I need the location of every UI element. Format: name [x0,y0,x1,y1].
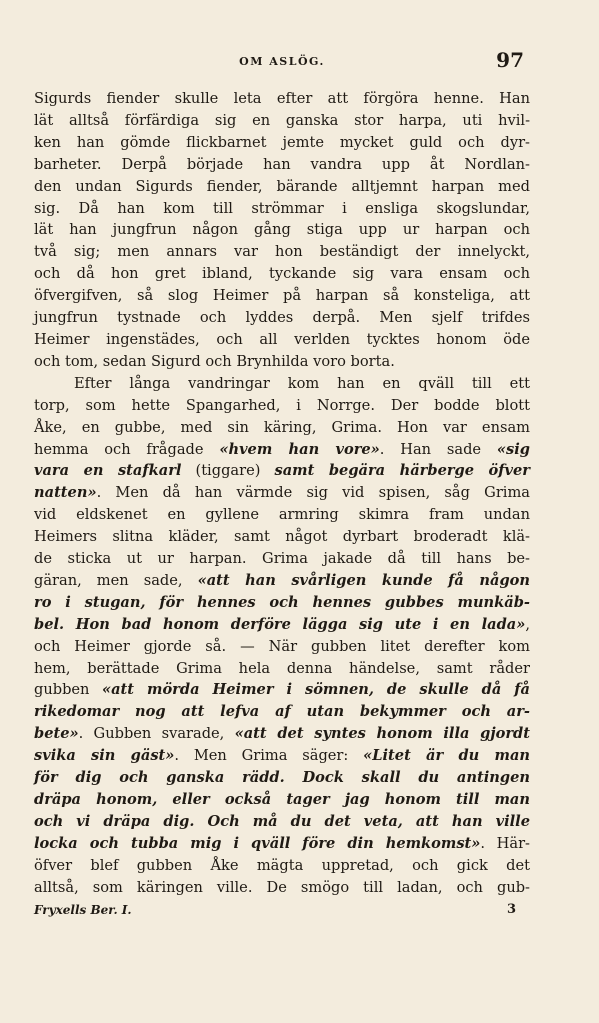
text-run: jungfrun tystnade och lyddes derpå. Men sjelf trifdes [34,309,530,327]
text-run: . Här- [480,834,530,852]
text-line [34,198,530,220]
text-run: torp, som hette Spangarhed, i Norrge. Der bodde blott [34,396,530,414]
emphasized-text: vara en stafkarl [34,462,182,480]
text-run: Heimers slitna kläder, samt något dyrbart broderadt klä- [34,528,530,546]
text-run: Heimer ingenstädes, och all verlden tycktes honom öde [34,330,530,348]
signature-mark: 3 [506,902,516,917]
text-line [34,592,530,614]
text-line [34,679,530,701]
text-run: vid eldskenet en gyllene armring skimra fram undan [34,506,530,524]
text-line [34,373,530,395]
text-line [34,658,530,680]
text-run: de sticka ut ur harpan. Grima jakade då till hans be- [34,550,530,568]
page-number: 97 [496,48,524,72]
emphasized-text: bel. Hon bad honom derföre lägga sig ute i en lada» [34,615,526,633]
emphasized-text: för dig och ganska rädd. Dock skall du antingen [34,769,530,787]
text-line [34,614,530,636]
text-run: . Han sade [379,440,497,458]
text-line [34,833,530,855]
text-line [34,417,530,439]
text-line [34,548,530,570]
text-run: gäran, men sade, [34,571,198,589]
printer-signature: Fryxells Ber. I. [34,903,132,917]
text-run: och då hon gret ibland, tyckande sig vara ensam och [34,265,530,283]
text-run: öfvergifven, så slog Heimer på harpan så konsteliga, att [34,287,530,305]
text-line [34,855,530,877]
text-line [34,219,530,241]
text-line [34,263,530,285]
running-title: OM ASLÖG. [239,55,325,68]
emphasized-text: svika sin gäst» [34,747,175,765]
text-run: Åke, en gubbe, med sin käring, Grima. Hon var ensam [34,418,530,436]
text-line [34,110,530,132]
text-run: den undan Sigurds fiender, bärande alltjemnt harpan med [34,177,530,195]
running-head [34,50,530,74]
text-run: och tom, sedan Sigurd och Brynhilda voro borta. [34,352,395,370]
text-run: Efter långa vandringar kom han en qväll till ett [74,374,530,392]
text-line [34,329,530,351]
text-line [34,241,530,263]
text-run: sig. Då han kom till strömmar i ensliga skogslundar, [34,199,530,217]
emphasized-text: «hvem han vore» [219,440,380,458]
text-line [34,460,530,482]
emphasized-text: «sig [496,440,530,458]
text-line [34,154,530,176]
text-run: hemma och frågade [34,440,220,458]
text-run: lät alltså förfärdiga sig en ganska stor harpa, uti hvil- [34,111,530,129]
emphasized-text: natten» [34,484,97,502]
text-run: Sigurds fiender skulle leta efter att förgöra henne. Han [34,90,530,107]
text-run: . Gubben svarade, [78,725,235,743]
text-run: och Heimer gjorde så. — När gubben litet derefter kom [34,637,530,655]
emphasized-text: dräpa honom, eller också tager jag honom till man [34,791,530,808]
text-line [34,767,530,789]
text-run: ken han gömde flickbarnet jemte mycket guld och dyr- [34,133,530,151]
body-text [34,88,530,899]
text-run: gubben [34,681,102,699]
text-line [34,307,530,329]
text-line [34,636,530,658]
text-line [34,745,530,767]
text-line [34,701,530,723]
text-run: . Men Grima säger: [174,747,364,765]
text-run: . Men då han värmde sig vid spisen, såg Grima [96,484,530,502]
text-line [34,482,530,504]
emphasized-text: rikedomar nog att lefva af utan bekymmer och ar- [34,703,530,721]
emphasized-text: bete» [34,725,79,743]
text-run: hem, berättade Grima hela denna händelse, samt råder [34,659,530,677]
text-run: två sig; men annars var hon beständigt der innelyckt, [34,243,530,261]
text-line [34,88,530,110]
text-run: barheter. Derpå började han vandra upp åt Nordlan- [34,155,530,173]
emphasized-text: «att mörda Heimer i sömnen, de skulle då få [101,681,530,699]
emphasized-text: «att han svårligen kunde få någon [197,571,530,589]
emphasized-text: «Litet är du man [363,747,531,765]
text-line [34,176,530,198]
text-run: lät han jungfrun någon gång stiga upp ur harpan och [34,221,530,239]
emphasized-text: locka och tubba mig i qväll före din hemkomst» [34,834,481,852]
text-run: öfver blef gubben Åke mägta uppretad, och gick det [34,856,530,874]
emphasized-text: samt begära härberge öfver [274,462,530,480]
text-line [34,132,530,154]
text-line [34,789,530,811]
emphasized-text: «att det syntes honom illa gjordt [234,725,531,743]
text-line [34,877,530,899]
text-run: , [525,615,530,633]
text-line [34,351,530,373]
emphasized-text: och vi dräpa dig. Och må du det veta, att han ville [34,812,530,830]
text-line [34,285,530,307]
text-run: alltså, som käringen ville. De smögo till ladan, och gub- [34,878,530,896]
footer [34,903,530,927]
text-line [34,570,530,592]
text-run: (tiggare) [181,462,275,480]
text-line [34,439,530,461]
text-line [34,526,530,548]
text-line [34,395,530,417]
text-line [34,811,530,833]
emphasized-text: ro i stugan, för hennes och hennes gubbes munkäb- [34,593,530,611]
text-line [34,504,530,526]
text-line [34,723,530,745]
